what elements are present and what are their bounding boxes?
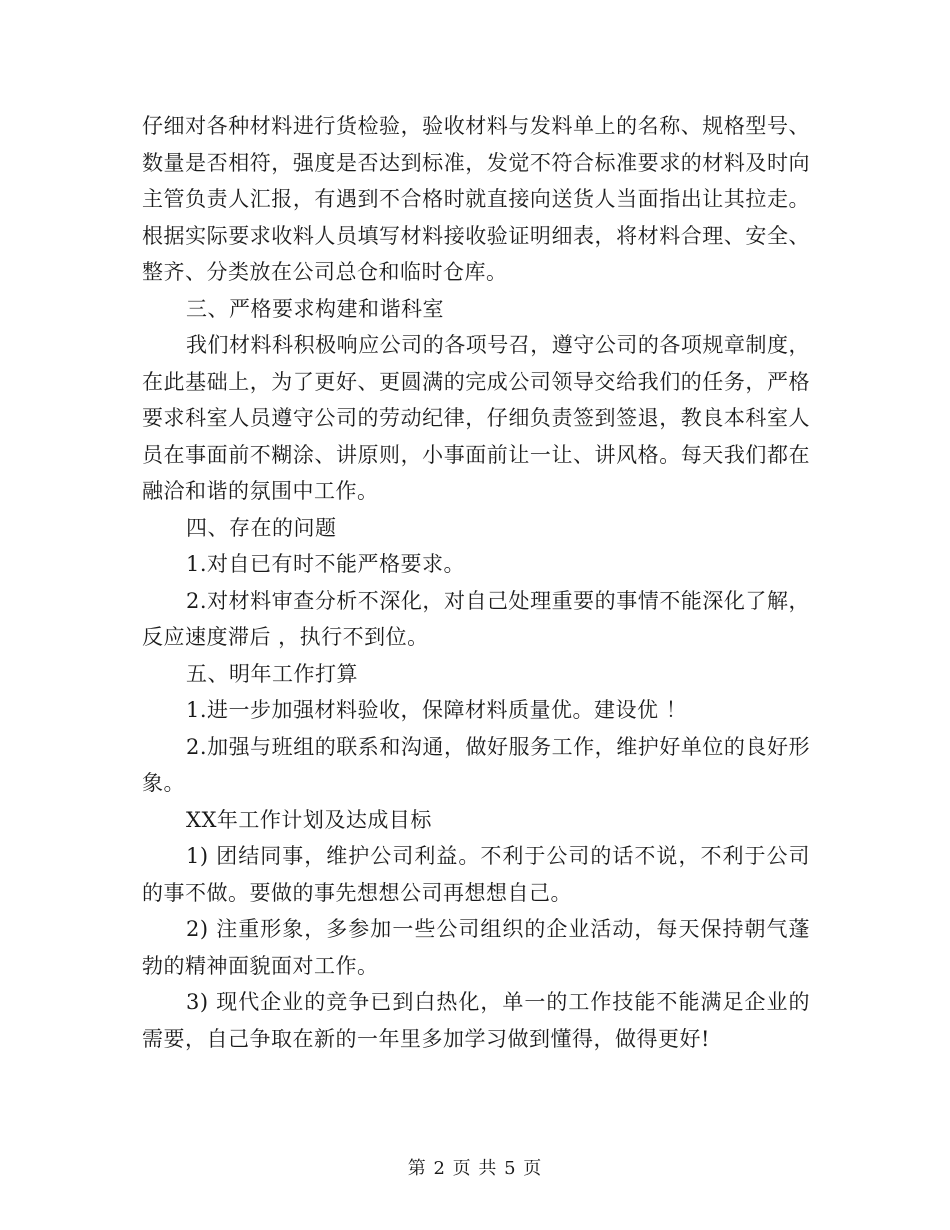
section-heading-next-year-plan: 五、明年工作打算	[186, 661, 358, 686]
paragraph-material-inspection: 仔细对各种材料进行货检验，验收材料与发料单上的名称、规格型号、数量是否相符，强度是否达到标准，发觉不符合标准要求的材料及时向主管负责人汇报，有遇到不合格时就直接向送货人当面指出让其拉走。根据实际要求收料人员填写材料接收验证明细表，将材料合理、安全、整齐、分类放在公司总仓和临时仓库。	[142, 114, 810, 284]
paragraph-office-discipline: 我们材料科积极响应公司的各项号召，遵守公司的各项规章制度，在此基础上，为了更好、更圆满的完成公司领导交给我们的任务，严格要求科室人员遵守公司的劳动纪律，仔细负责签到签退，教良本科室人员在事面前不糊涂、讲原则，小事面前让一让、讲风格。每天我们都在融洽和谐的氛围中工作。	[142, 333, 810, 503]
goal-item-3: 3) 现代企业的竞争已到白热化，单一的工作技能不能满足企业的需要，自己争取在新的一年里多加学习做到懂得，做得更好!	[142, 990, 810, 1051]
document-body	[142, 108, 810, 1057]
goal-item-2: 2) 注重形象，多参加一些公司组织的企业活动，每天保持朝气蓬勃的精神面貌面对工作。	[142, 917, 810, 978]
section-heading-work-plan-goals: XX年工作计划及达成目标	[186, 807, 432, 832]
goal-item-1: 1) 团结同事，维护公司利益。不利于公司的话不说，不利于公司的事不做。要做的事先想想公司再想想自己。	[142, 844, 810, 905]
problem-item-2: 2.对材料审查分析不深化，对自己处理重要的事情不能深化了解，反应速度滞后 ，执行不到位。	[142, 588, 810, 649]
section-heading-harmonious-office: 三、严格要求构建和谐科室	[186, 296, 444, 321]
plan-item-2: 2.加强与班组的联系和沟通，做好服务工作，维护好单位的良好形象。	[142, 734, 810, 795]
plan-item-1: 1.进一步加强材料验收，保障材料质量优。建设优 ！	[186, 698, 688, 722]
problem-item-1: 1.对自已有时不能严格要求。	[186, 552, 466, 576]
section-heading-existing-problems: 四、存在的问题	[186, 515, 337, 540]
page-number-footer: 第 2 页 共 5 页	[407, 1158, 543, 1179]
